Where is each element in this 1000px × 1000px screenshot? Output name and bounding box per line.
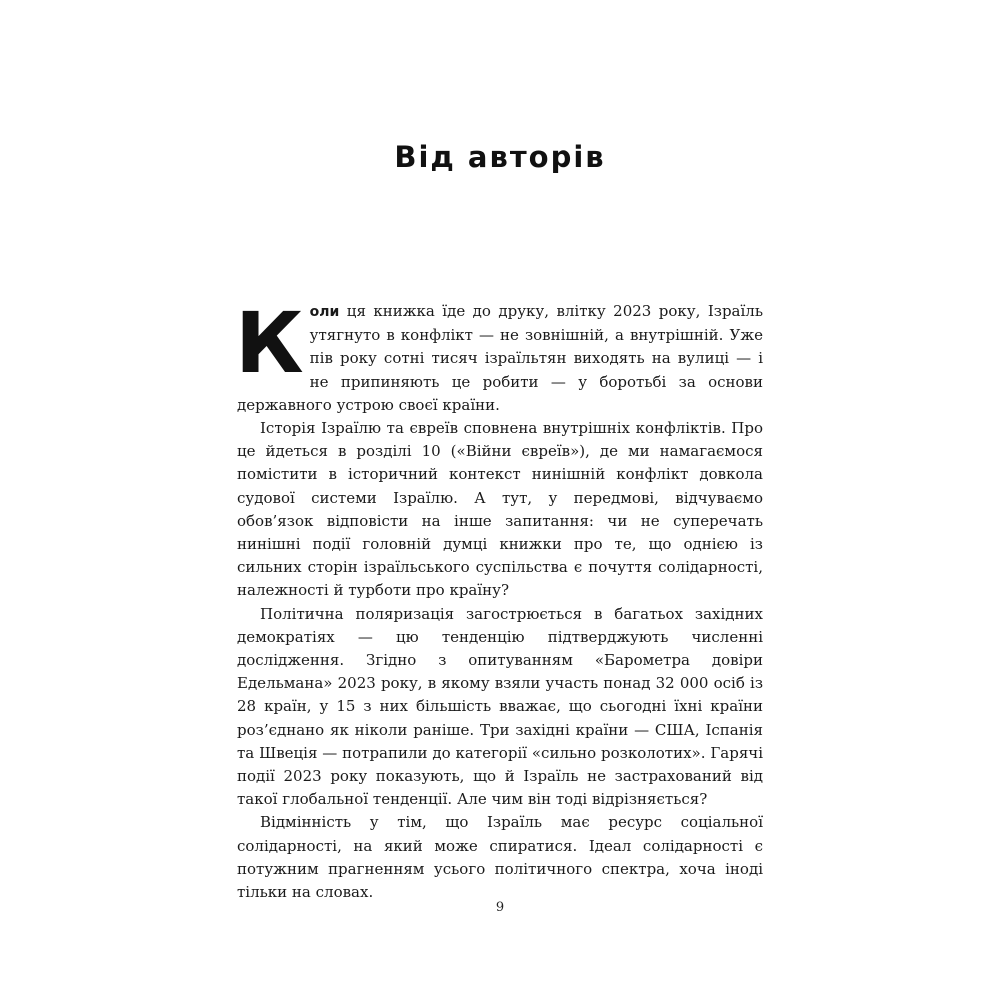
- paragraph: Історія Ізраїлю та євреїв сповнена внутрішніх конфліктів. Про це йдеться в розділі 10 («Війни євреїв»), де ми намагаємося помістити в історичний контекст нинішній конфлікт довкола судової системи Ізраїлю. А тут, у передмові, відчуваємо обов’язок відповісти на інше запитання: чи не суперечать нинішні події головній думці книжки про те, що однією із сильних сторін ізраїльського суспільства є почуття солідарності, належності й турботи про країну?: [237, 419, 763, 600]
- drop-cap: К: [235, 294, 304, 392]
- paragraph: Політична поляризація загострюється в багатьох західних демократіях — цю тенденцію підтверджують численні дослідження. Згідно з опитуванням «Барометра довіри Едельмана» 2023 року, в якому взяли участь понад 32 000 осіб із 28 країн, у 15 з них більшість вважає, що сьогодні їхні країни роз’єднано як ніколи раніше. Три західні країни — США, Іспанія та Швеція — потрапили до категорії «сильно розколотих». Гарячі події 2023 року показують, що й Ізраїль не застрахований від такої глобальної тенденції. Але чим він тоді відрізняється?: [237, 604, 763, 809]
- chapter-title: Від авторів: [394, 140, 606, 174]
- paragraph-intro-text: ця книжка їде до друку, влітку 2023 року, Ізраїль утягнуто в конфлікт — не зовнішній, а внутрішній. Уже пів року сотні тисяч ізраїльтян виходять на вулиці — і не припиняють це робити — у боротьбі за основи державного устрою своєї країни.: [237, 302, 763, 414]
- paragraph: Відмінність у тім, що Ізраїль має ресурс соціальної солідарності, на який може спиратися. Ідеал солідарності є потужним прагненням усього політичного спектра, хоча іноді тільки на словах.: [237, 813, 763, 902]
- page-number: 9: [495, 900, 505, 915]
- paragraph-intro: [235, 294, 763, 417]
- body-text: [235, 294, 763, 904]
- lead-in: оли: [309, 304, 340, 320]
